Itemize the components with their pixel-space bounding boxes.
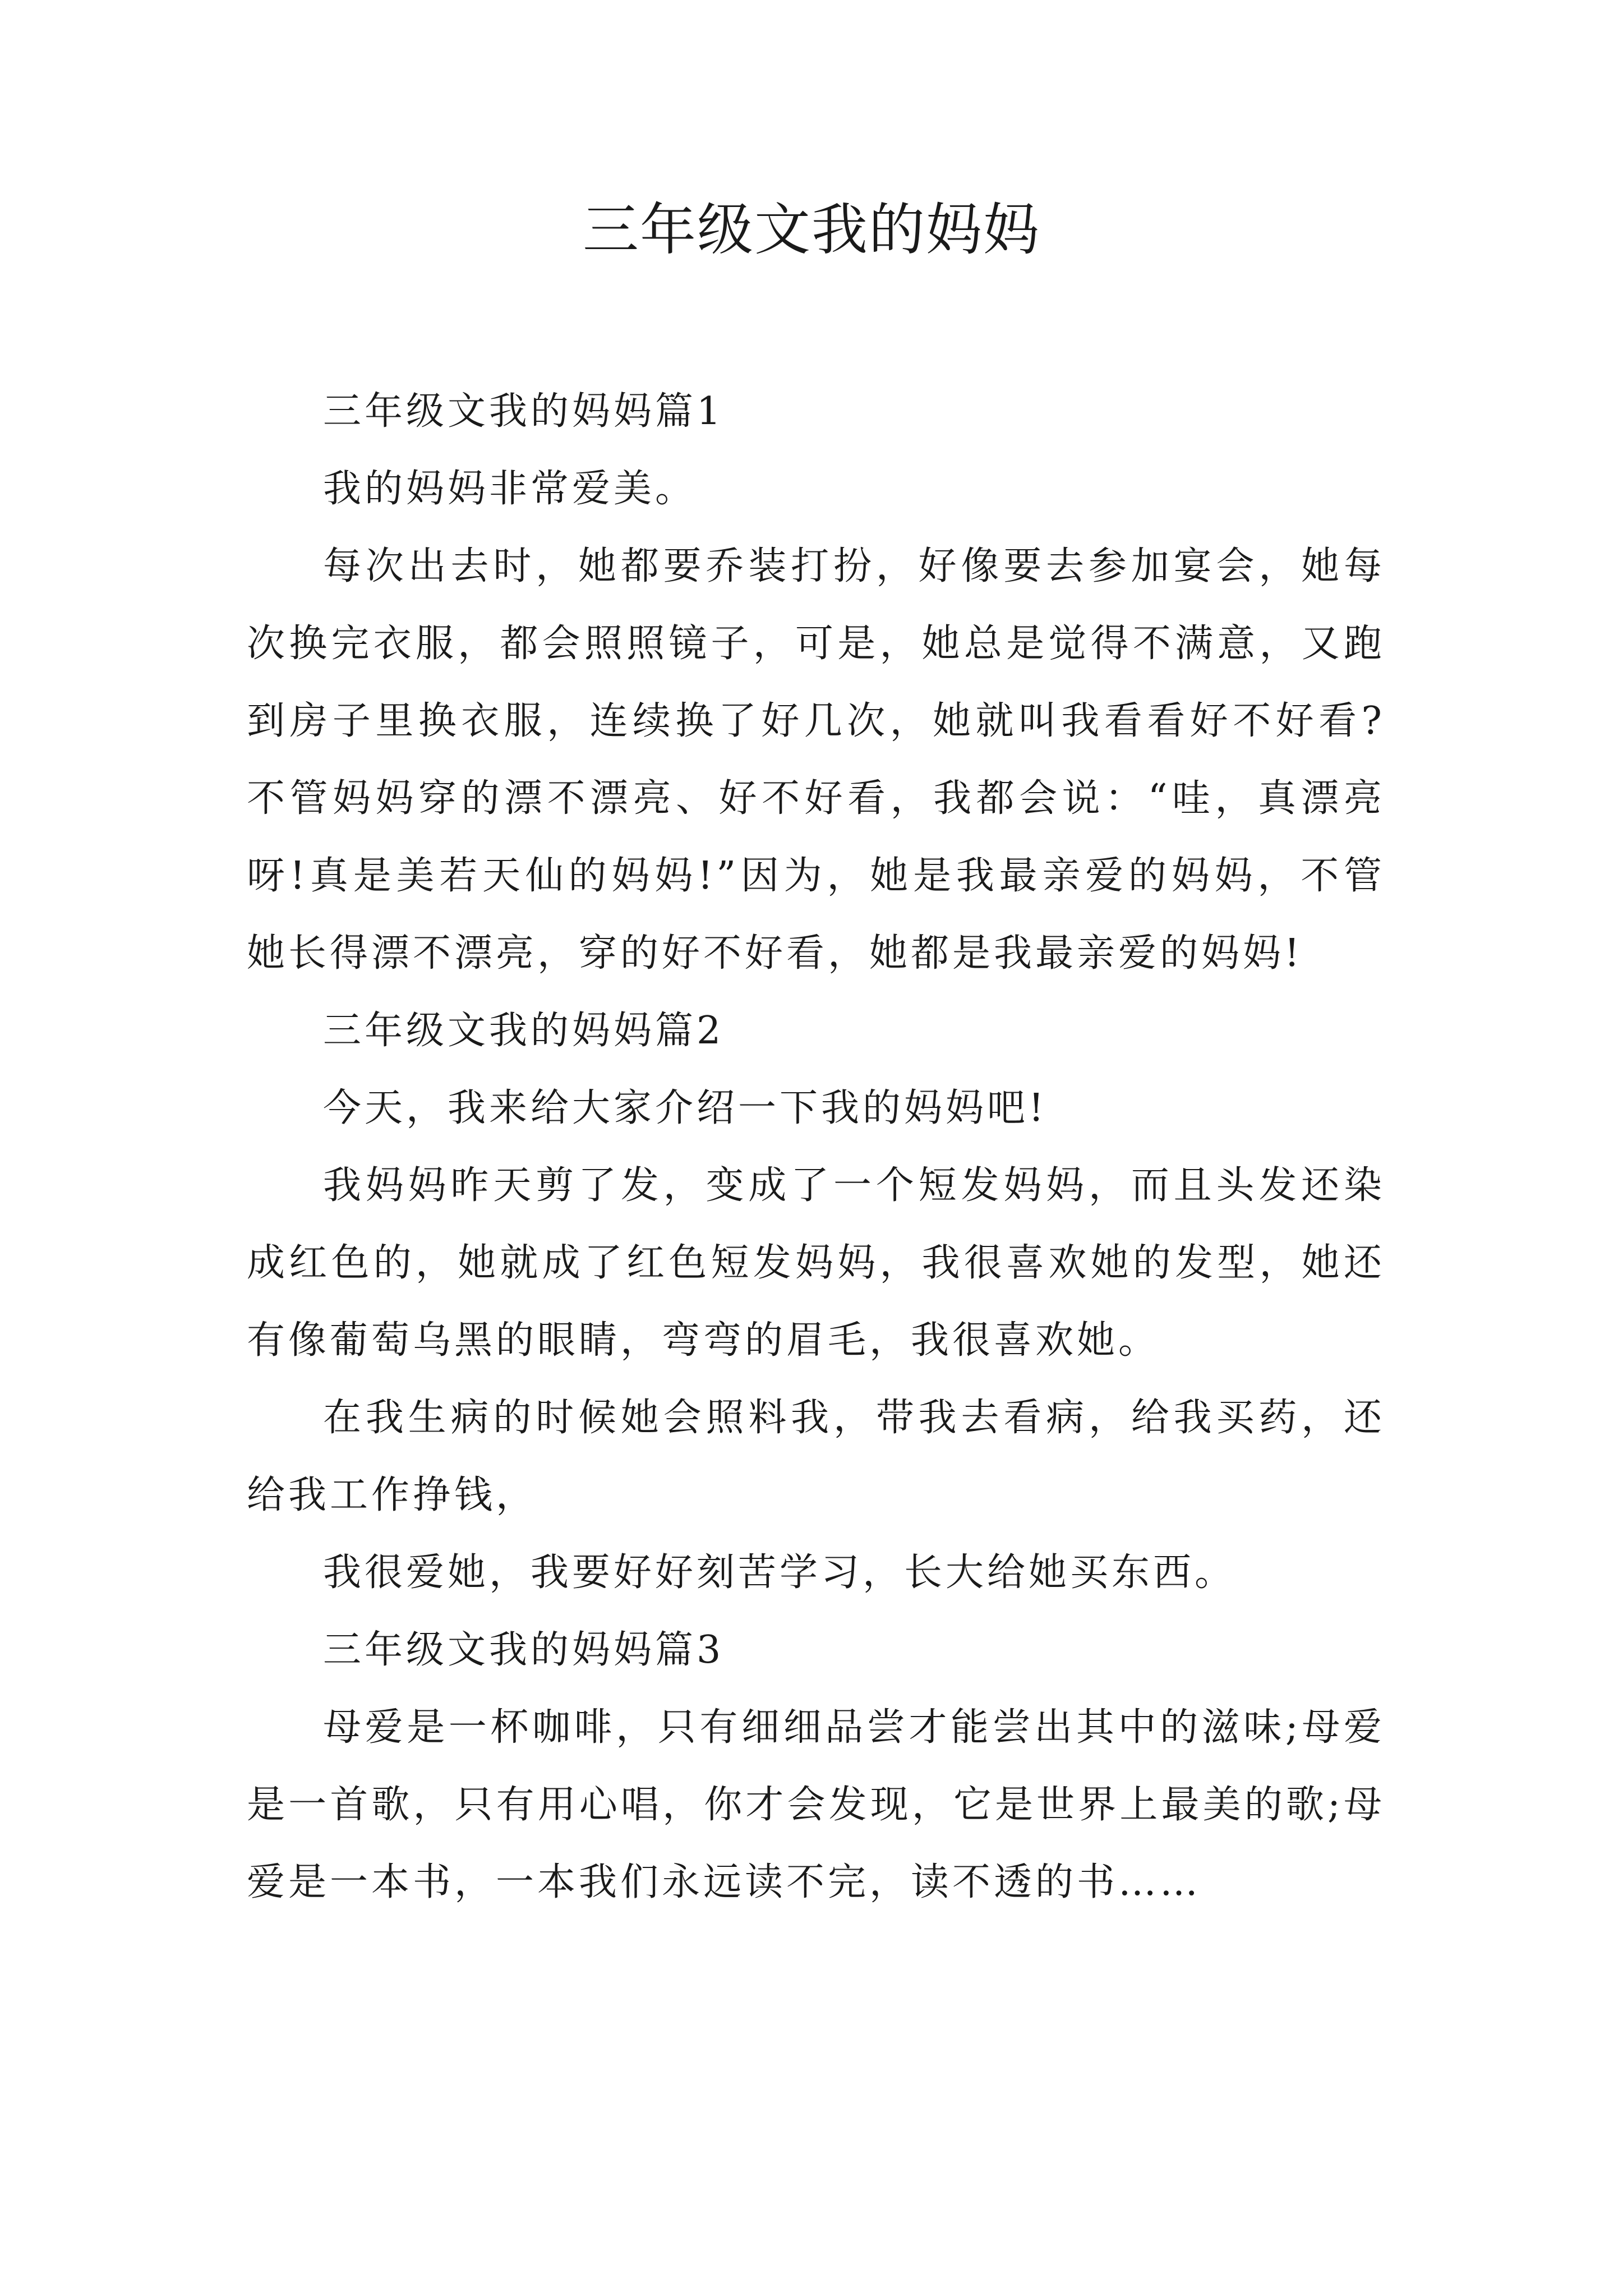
paragraph: 在我生病的时候她会照料我，带我去看病，给我买药，还给我工作挣钱， [247,1396,1385,1517]
paragraph: 每次出去时，她都要乔装打扮，好像要去参加宴会，她每次换完衣服，都会照照镜子，可是，她总是觉得不满意，又跑到房子里换衣服，连续换了好几次，她就叫我看看好不好看?不管妈妈穿的漂不漂亮、好不好看，我都会说：“哇，真漂亮呀!真是美若天仙的妈妈!”因为，她是我最亲爱的妈妈，不管她长得漂不漂亮，穿的好不好看，她都是我最亲爱的妈妈! [247,544,1385,976]
paragraph: 我很爱她，我要好好刻苦学习，长大给她买东西。 [323,1550,1237,1595]
paragraph: 今天，我来给大家介绍一下我的妈妈吧! [323,1086,1048,1130]
section-heading-3: 三年级文我的妈妈篇3 [323,1628,725,1672]
paragraph: 我妈妈昨天剪了发，变成了一个短发妈妈，而且头发还染成红色的，她就成了红色短发妈妈，我很喜欢她的发型，她还有像葡萄乌黑的眼睛，弯弯的眉毛，我很喜欢她。 [247,1163,1385,1363]
paragraph: 母爱是一杯咖啡，只有细细品尝才能尝出其中的滋味;母爱是一首歌，只有用心唱，你才会发现，它是世界上最美的歌;母爱是一本书，一本我们永远读不完，读不透的书…… [247,1705,1385,1904]
document-title: 三年级文我的妈妈 [583,197,1040,263]
paragraph: 我的妈妈非常爱美。 [323,467,697,511]
section-heading-1: 三年级文我的妈妈篇1 [323,389,725,434]
section-heading-2: 三年级文我的妈妈篇2 [323,1009,725,1053]
document-body [247,373,1385,1921]
